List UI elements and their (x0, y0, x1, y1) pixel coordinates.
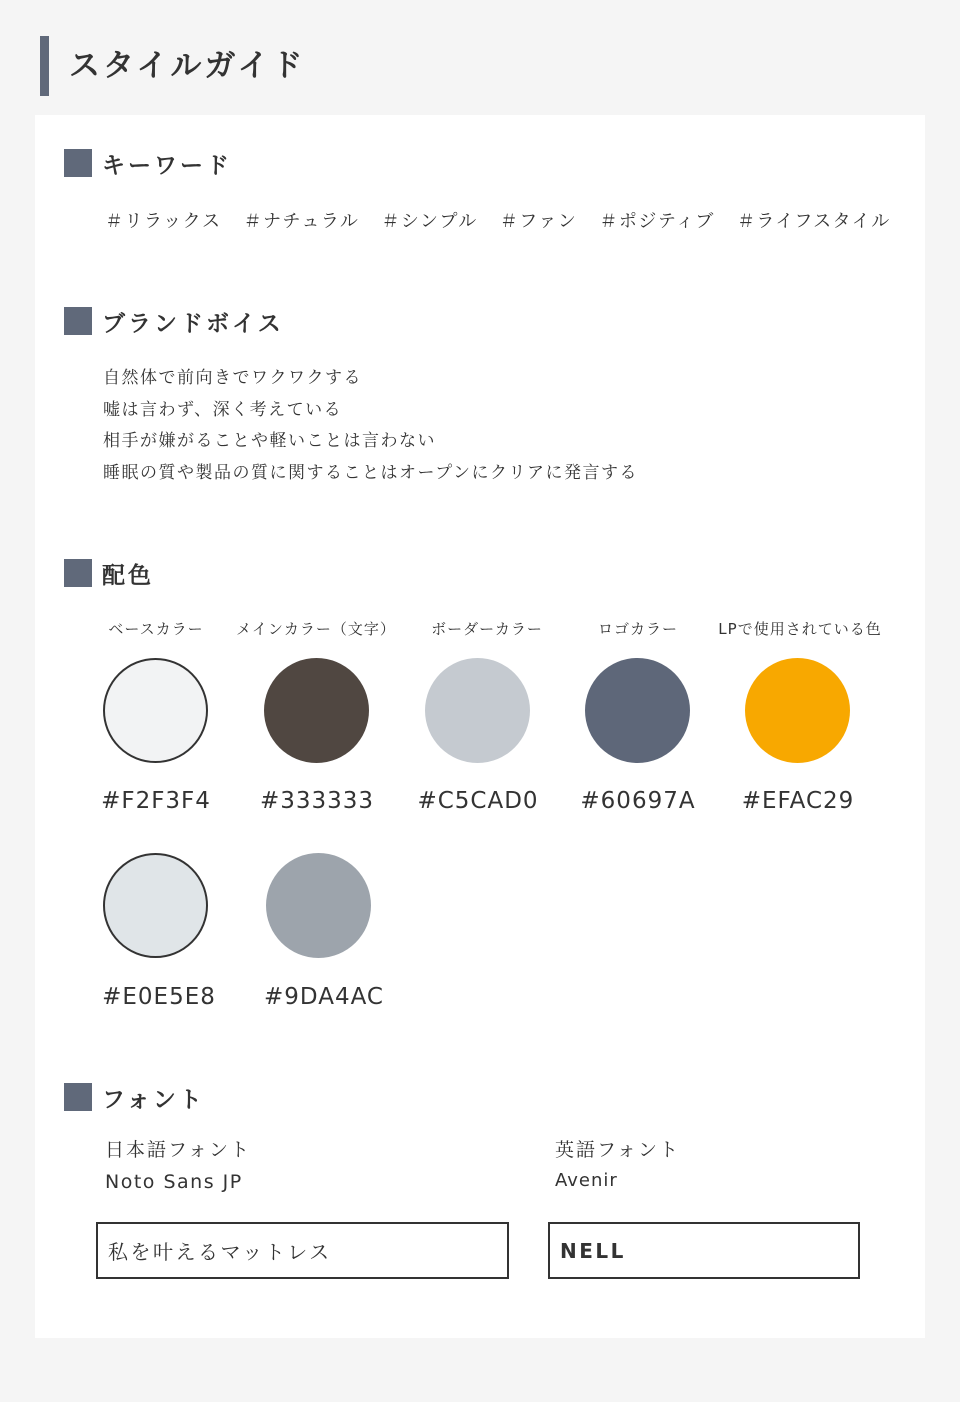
colors-section-header (64, 559, 154, 587)
color-swatch-circle (585, 658, 690, 763)
style-guide-card (35, 115, 925, 1338)
swatch-label-main-text: メインカラー（文字） (236, 620, 396, 638)
swatch-label-logo: ロゴカラー (597, 620, 678, 638)
color-swatch-circle (264, 658, 369, 763)
swatch-hex-code: #9DA4AC (264, 984, 384, 1010)
keyword-tag: ＃ナチュラル (243, 211, 360, 232)
color-swatch-circle (266, 853, 371, 958)
section-marker-icon (64, 149, 92, 177)
section-marker-icon (64, 307, 92, 335)
english-font-name: Avenir (555, 1170, 618, 1191)
english-font-sample: NELL (548, 1222, 860, 1279)
japanese-font-sample: 私を叶えるマットレス (96, 1222, 509, 1279)
brand-voice-line: 嘘は言わず、深く考えている (103, 399, 343, 420)
swatch-hex-code: #EFAC29 (741, 788, 855, 814)
swatch-hex-code: #C5CAD0 (417, 788, 539, 814)
swatch-hex-code: #F2F3F4 (101, 788, 211, 814)
color-swatch-circle (425, 658, 530, 763)
swatch-hex-code: #333333 (259, 788, 375, 814)
japanese-font-label: 日本語フォント (105, 1139, 252, 1161)
fonts-section-header (64, 1083, 205, 1111)
brand-voice-list (103, 363, 638, 489)
section-marker-icon (64, 1083, 92, 1111)
color-swatch-circle (103, 658, 208, 763)
brand-voice-section-header (64, 307, 284, 335)
section-marker-icon (64, 559, 92, 587)
keywords-section-header (64, 149, 232, 177)
keyword-tag: ＃ライフスタイル (736, 211, 891, 232)
keyword-list (105, 207, 913, 233)
brand-voice-line: 自然体で前向きでワクワクする (103, 368, 362, 388)
fonts-heading: フォント (102, 1086, 205, 1113)
keywords-heading: キーワード (102, 152, 232, 179)
color-swatch-circle (103, 853, 208, 958)
swatch-hex-code: #60697A (580, 788, 696, 814)
english-font-label: 英語フォント (555, 1139, 681, 1161)
page-title: スタイルガイド (40, 36, 305, 96)
swatch-label-border: ボーダーカラー (431, 620, 543, 638)
japanese-font-name: Noto Sans JP (105, 1171, 243, 1193)
brand-voice-heading: ブランドボイス (102, 310, 284, 337)
swatch-label-lp: LPで使用されている色 (718, 620, 882, 638)
keyword-tag: ＃シンプル (381, 211, 478, 232)
colors-heading: 配色 (102, 562, 154, 589)
keyword-tag: ＃リラックス (105, 211, 222, 232)
keyword-tag: ＃ファン (499, 211, 578, 232)
swatch-hex-code: #E0E5E8 (102, 984, 216, 1010)
brand-voice-line: 相手が嫌がることや軽いことは言わない (103, 431, 436, 451)
keyword-tag: ＃ポジティブ (599, 211, 715, 232)
color-swatch-circle (745, 658, 850, 763)
brand-voice-line: 睡眠の質や製品の質に関することはオープンにクリアに発言する (103, 462, 638, 483)
swatch-label-base: ベースカラー (108, 620, 204, 638)
